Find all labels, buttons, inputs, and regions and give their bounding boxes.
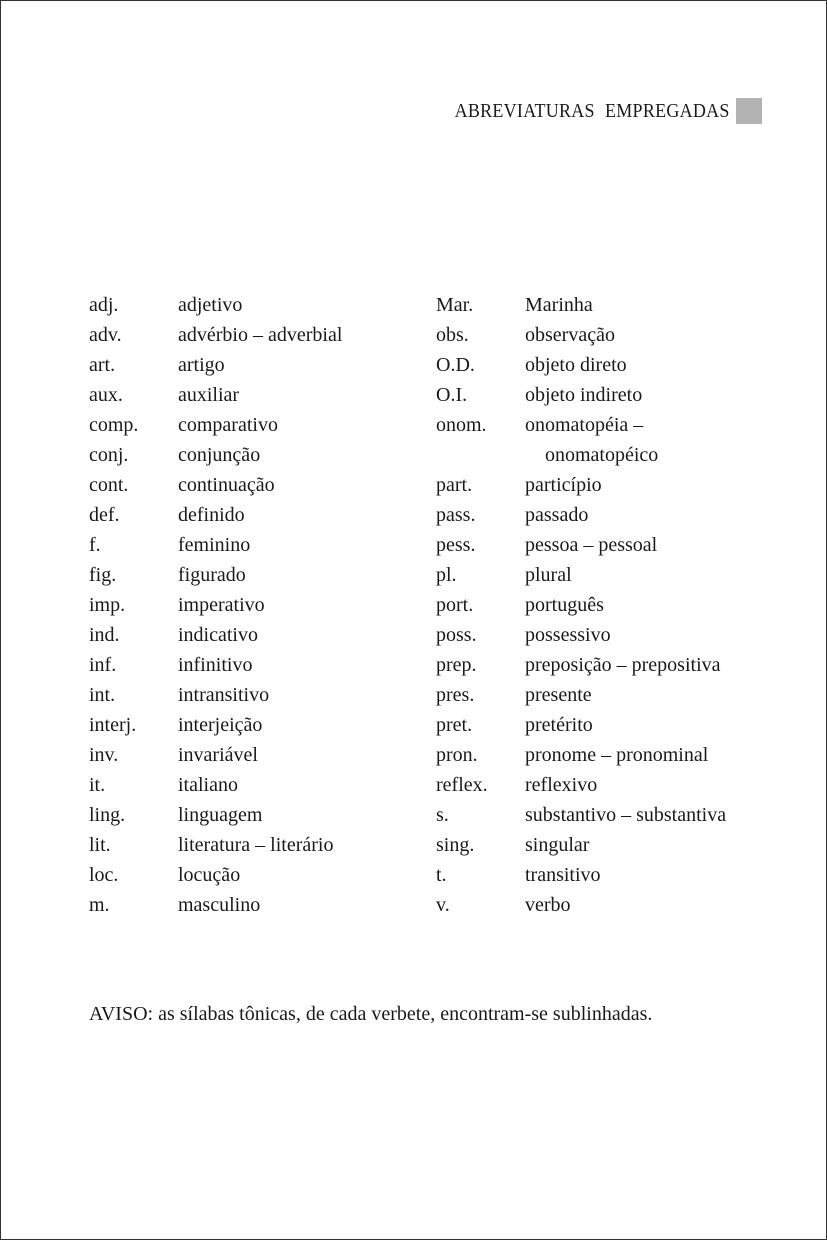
abbreviation: port. — [436, 594, 474, 616]
abbreviation-row — [436, 680, 766, 710]
abbreviation-meaning: passado — [525, 504, 589, 526]
abbreviation-meaning: invariável — [178, 744, 258, 766]
abbreviation-meaning: objeto indireto — [525, 384, 643, 406]
abbreviation-row — [436, 500, 766, 530]
abbreviation-row — [436, 620, 766, 650]
abbreviation: int. — [89, 684, 116, 706]
abbreviation: pres. — [436, 684, 475, 706]
abbreviation: f. — [89, 534, 101, 556]
abbreviation-meaning: continuação — [178, 474, 275, 496]
abbreviation: sing. — [436, 834, 475, 856]
abbreviation: lit. — [89, 834, 111, 856]
abbreviation-meaning: intransitivo — [178, 684, 270, 706]
abbreviation-meaning: artigo — [178, 354, 225, 376]
abbreviation-meaning: transitivo — [525, 864, 601, 886]
abbreviation: ling. — [89, 804, 126, 826]
abbreviation-row — [89, 890, 409, 920]
abbreviation-row — [89, 680, 409, 710]
abbreviation-row — [89, 770, 409, 800]
abbreviation-row — [89, 620, 409, 650]
abbreviation: pret. — [436, 714, 473, 736]
abbreviation-meaning: substantivo – substantiva — [525, 804, 727, 826]
abbreviation: aux. — [89, 384, 123, 406]
abbreviation-meaning: observação — [525, 324, 615, 346]
notice-text: AVISO: as sílabas tônicas, de cada verbete, encontram-se sublinhadas. — [89, 1003, 653, 1025]
abbreviation-meaning: particípio — [525, 474, 602, 496]
abbreviation-row — [89, 350, 409, 380]
abbreviation-row — [89, 380, 409, 410]
abbreviations-list-left — [89, 290, 409, 920]
abbreviation-meaning: figurado — [178, 564, 246, 586]
abbreviation-row — [436, 890, 766, 920]
abbreviation: pl. — [436, 564, 457, 586]
abbreviation-meaning: auxiliar — [178, 384, 240, 406]
abbreviation-meaning: adjetivo — [178, 294, 243, 316]
abbreviation: it. — [89, 774, 106, 796]
abbreviation: def. — [89, 504, 120, 526]
abbreviation-meaning: onomatopéico — [545, 444, 659, 466]
abbreviation-row — [436, 590, 766, 620]
abbreviation-row — [436, 410, 766, 440]
abbreviation-row — [89, 320, 409, 350]
abbreviation-row — [89, 800, 409, 830]
abbreviation-row — [89, 590, 409, 620]
abbreviation: O.I. — [436, 384, 468, 406]
abbreviation-meaning: plural — [525, 564, 572, 586]
abbreviation-row — [89, 710, 409, 740]
abbreviation-meaning: pessoa – pessoal — [525, 534, 658, 556]
abbreviation: cont. — [89, 474, 129, 496]
abbreviation-meaning: italiano — [178, 774, 238, 796]
abbreviation-meaning: definido — [178, 504, 245, 526]
abbreviation-meaning: linguagem — [178, 804, 263, 826]
abbreviation-row — [436, 710, 766, 740]
abbreviation: adj. — [89, 294, 119, 316]
abbreviation: adv. — [89, 324, 122, 346]
abbreviation-meaning: feminino — [178, 534, 251, 556]
abbreviation-row — [436, 770, 766, 800]
abbreviation-row — [89, 560, 409, 590]
abbreviation-row — [436, 800, 766, 830]
abbreviation-meaning: pronome – pronominal — [525, 744, 709, 766]
abbreviation-row — [436, 860, 766, 890]
abbreviation-meaning: verbo — [525, 894, 571, 916]
abbreviation: part. — [436, 474, 473, 496]
abbreviation: O.D. — [436, 354, 475, 376]
abbreviation-meaning: masculino — [178, 894, 261, 916]
abbreviation-meaning: advérbio – adverbial — [178, 324, 343, 346]
abbreviation-meaning: Marinha — [525, 294, 593, 316]
abbreviation: Mar. — [436, 294, 474, 316]
abbreviation: pass. — [436, 504, 476, 526]
abbreviations-list-right — [436, 290, 766, 920]
abbreviation-row — [436, 470, 766, 500]
abbreviation: pess. — [436, 534, 476, 556]
abbreviation: v. — [436, 894, 450, 916]
abbreviation-meaning: presente — [525, 684, 592, 706]
abbreviation-row — [436, 650, 766, 680]
abbreviation-row — [89, 440, 409, 470]
abbreviation: s. — [436, 804, 449, 826]
abbreviation: prep. — [436, 654, 477, 676]
abbreviation-row — [436, 440, 766, 470]
abbreviation: inf. — [89, 654, 117, 676]
abbreviation-row — [89, 860, 409, 890]
abbreviation-row — [436, 740, 766, 770]
abbreviation-row — [89, 290, 409, 320]
abbreviation-meaning: infinitivo — [178, 654, 253, 676]
abbreviation: onom. — [436, 414, 487, 436]
abbreviation-meaning: possessivo — [525, 624, 611, 646]
abbreviation: conj. — [89, 444, 129, 466]
abbreviation-meaning: onomatopéia – — [525, 414, 644, 436]
abbreviation-row — [89, 530, 409, 560]
abbreviation: art. — [89, 354, 116, 376]
abbreviation-row — [436, 320, 766, 350]
abbreviation-meaning: literatura – literário — [178, 834, 334, 856]
abbreviation: m. — [89, 894, 110, 916]
abbreviation-row — [89, 500, 409, 530]
header-gray-block — [736, 98, 762, 124]
abbreviation-meaning: pretérito — [525, 714, 593, 736]
abbreviation: ind. — [89, 624, 120, 646]
abbreviation: poss. — [436, 624, 477, 646]
abbreviation-meaning: interjeição — [178, 714, 263, 736]
abbreviation-row — [436, 830, 766, 860]
abbreviation-row — [89, 830, 409, 860]
abbreviation-row — [89, 410, 409, 440]
abbreviation-meaning: imperativo — [178, 594, 265, 616]
abbreviation: loc. — [89, 864, 119, 886]
abbreviation-meaning: preposição – prepositiva — [525, 654, 721, 676]
abbreviation: interj. — [89, 714, 137, 736]
abbreviation: reflex. — [436, 774, 488, 796]
abbreviation-row — [436, 350, 766, 380]
abbreviation: obs. — [436, 324, 469, 346]
page-title: ABREVIATURAS EMPREGADAS — [454, 100, 730, 122]
abbreviation: inv. — [89, 744, 119, 766]
abbreviation-row — [436, 290, 766, 320]
abbreviation: pron. — [436, 744, 478, 766]
abbreviation-meaning: locução — [178, 864, 241, 886]
abbreviation-meaning: singular — [525, 834, 590, 856]
abbreviation-row — [89, 470, 409, 500]
abbreviation-row — [436, 530, 766, 560]
abbreviation: fig. — [89, 564, 117, 586]
abbreviation: t. — [436, 864, 447, 886]
abbreviation: comp. — [89, 414, 139, 436]
abbreviation-row — [89, 650, 409, 680]
abbreviation-meaning: conjunção — [178, 444, 261, 466]
abbreviation — [436, 440, 525, 470]
abbreviation-row — [436, 380, 766, 410]
abbreviation-meaning: comparativo — [178, 414, 278, 436]
abbreviation-meaning: reflexivo — [525, 774, 598, 796]
abbreviation-meaning: objeto direto — [525, 354, 627, 376]
page-header — [424, 97, 762, 125]
abbreviation-meaning: português — [525, 594, 604, 616]
abbreviation-meaning: indicativo — [178, 624, 258, 646]
abbreviation-row — [436, 560, 766, 590]
abbreviation: imp. — [89, 594, 126, 616]
abbreviation-row — [89, 740, 409, 770]
